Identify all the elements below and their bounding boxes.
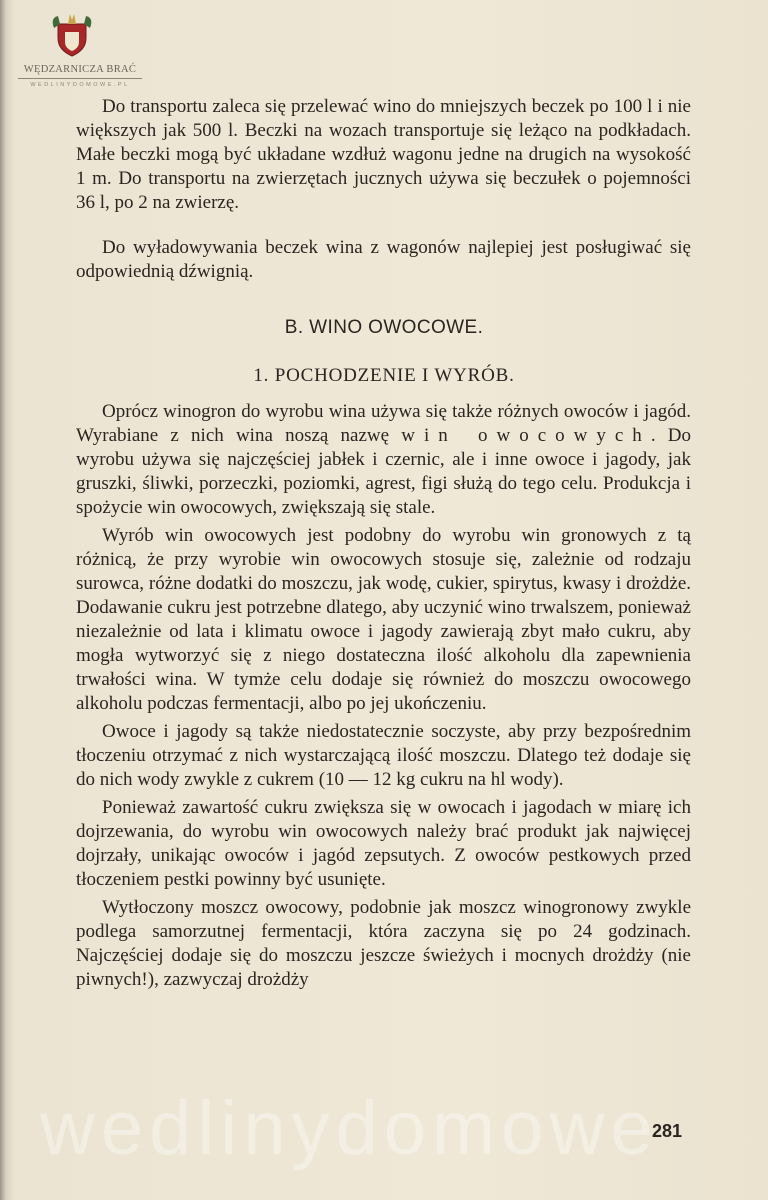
body-paragraph-4: Ponieważ zawartość cukru zwiększa się w owocach i jagodach w miarę ich dojrzewania, do wyrobu win owocowych należy brać produkt jak najwięcej dojrzały, unikając owoców i jagód zepsutych. Z owoców pestkowych przed tłoczeniem pestki powinny być usunięte. — [76, 797, 691, 890]
intro-paragraph-2 — [76, 236, 691, 284]
intro-text-1: Do transportu zaleca się przelewać wino do mniejszych beczek po 100 l i nie większych jak 500 l. Beczki na wozach transportuje się leżąco na podkładach. Małe beczki mogą być układane wzdłuż wagonu jedne na drugich na wysokość 1 m. Do transportu na zwierzętach jucznych używa się beczułek o pojemności 36 l, po 2 na zwierzę. — [76, 96, 691, 213]
body-paragraph-1-start: Oprócz winogron do wyrobu wina używa się także różnych owoców i jagód. Wyrabiane z nich wina noszą nazwę — [76, 401, 691, 446]
body-text — [76, 400, 691, 996]
coat-of-arms-logo — [50, 10, 94, 58]
emphasized-term: win owocowych — [401, 425, 651, 446]
brand-name: WĘDZARNICZA BRAĆ — [23, 64, 137, 75]
section-heading: B. WINO OWOCOWE. — [284, 317, 484, 338]
subsection-heading: 1. POCHODZENIE I WYRÓB. — [253, 365, 515, 386]
page-number: 281 — [651, 1121, 682, 1141]
body-paragraph-3: Owoce i jagody są także niedostatecznie soczyste, aby przy bezpośrednim tłoczeniu otrzymać z nich wystarczającą ilość moszczu. Dlatego też dodaje się do nich wody zwykle z cukrem (10 — 12 kg cukru na hl wody). — [76, 721, 691, 790]
body-paragraph-1-end: . Do wyrobu używa się najczęściej jabłek i czernic, ale i inne owoce i jagody, jak gruszki, śliwki, porzeczki, poziomki, agrest, figi służą do tego celu. Produkcja i spożycie win owocowych, zwiększają się stale. — [76, 425, 691, 518]
watermark: wedlinydomowe — [40, 1086, 659, 1171]
brand-site: WEDLINYDOMOWE.PL — [30, 82, 130, 88]
body-paragraph-2: Wyrób win owocowych jest podobny do wyrobu win gronowych z tą różnicą, że przy wyrobie win owocowych stosuje się, zależnie od rodzaju surowca, różne dodatki do moszczu, jak wodę, cukier, spirytus, kwasy i drożdże. Dodawanie cukru jest potrzebne dlatego, aby uczynić wino trwalszem, ponieważ niezależnie od lata i klimatu owoce i jagody zawierają zbyt mało cukru, aby mogła wytworzyć się z niego dostateczna ilość alkoholu dla zapewnienia trwałości wina. W tymże celu dodaje się również do moszczu owocowego alkoholu podczas fermentacji, albo po jej ukończeniu. — [76, 525, 691, 714]
intro-text-2: Do wyładowywania beczek wina z wagonów najlepiej jest posługiwać się odpowiednią dźwignią. — [76, 237, 691, 282]
body-paragraph-1 — [76, 400, 691, 520]
body-paragraph-5: Wytłoczony moszcz owocowy, podobnie jak moszcz winogronowy zwykle podlega samorzutnej fermentacji, która zaczyna się po 24 godzinach. Najczęściej dodaje się do moszczu jeszcze świeżych i mocnych drożdży (nie piwnych!), zazwyczaj drożdży — [76, 897, 691, 990]
brand-divider — [18, 78, 142, 79]
intro-paragraph-1 — [76, 95, 691, 215]
